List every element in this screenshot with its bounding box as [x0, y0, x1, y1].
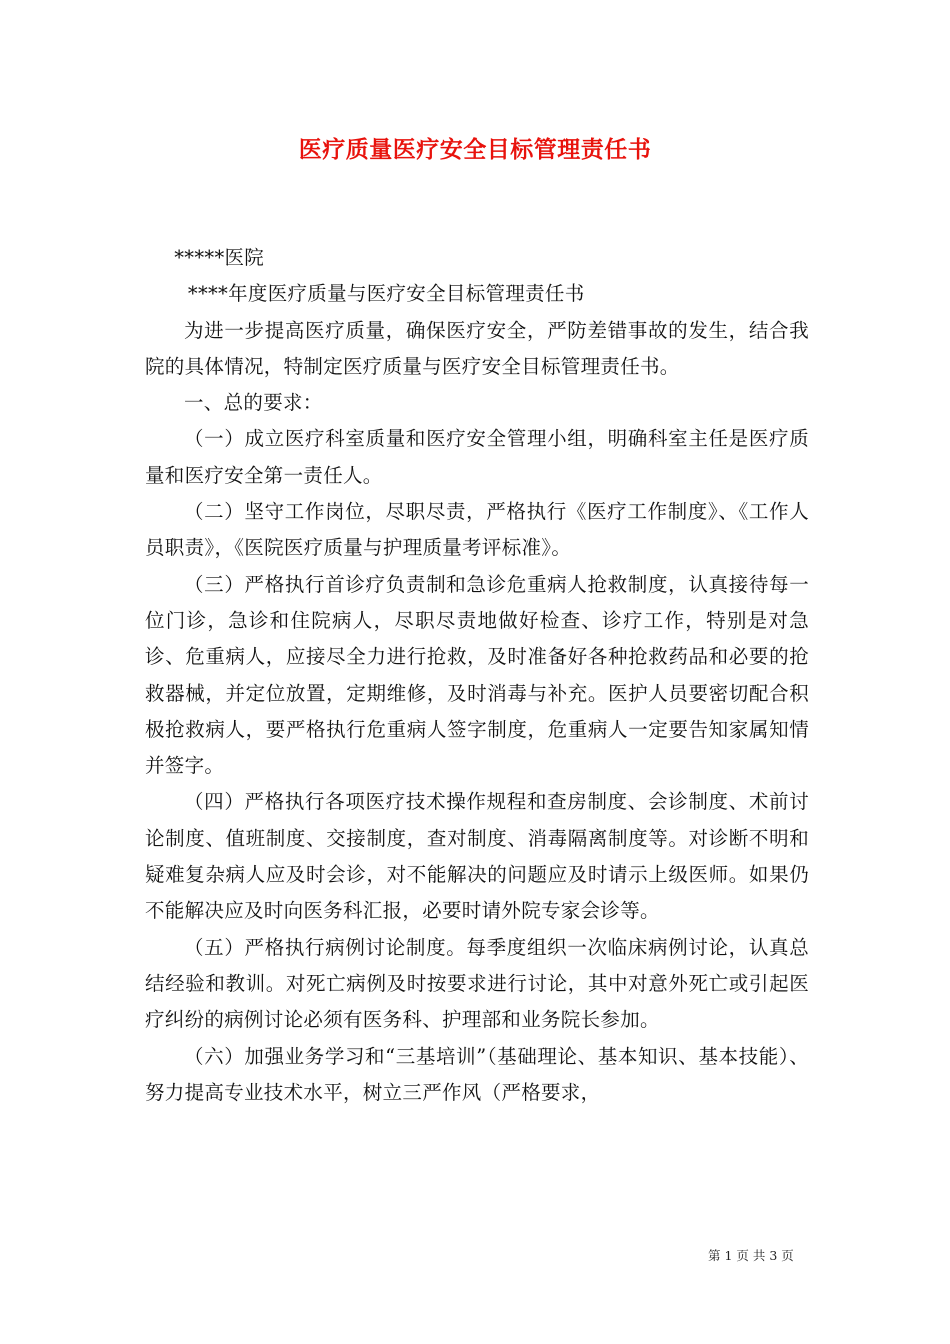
requirement-item-1: （一）成立医疗科室质量和医疗安全管理小组，明确科室主任是医疗质量和医疗安全第一责任人。	[145, 427, 809, 487]
requirement-item-5: （五）严格执行病例讨论制度。每季度组织一次临床病例讨论，认真总结经验和教训。对死亡病例及时按要求进行讨论，其中对意外死亡或引起医疗纠纷的病例讨论必须有医务科、护理部和业务院长参加。	[145, 935, 809, 1032]
intro-paragraph: 为进一步提高医疗质量，确保医疗安全，严防差错事故的发生，结合我院的具体情况，特制定医疗质量与医疗安全目标管理责任书。	[145, 318, 809, 378]
requirement-item-6: （六）加强业务学习和“三基培训”（基础理论、基本知识、基本技能）、努力提高专业技术水平，树立三严作风（严格要求，	[145, 1044, 809, 1104]
requirement-item-2: （二）坚守工作岗位，尽职尽责，严格执行《医疗工作制度》、《工作人员职责》，《医院医疗质量与护理质量考评标准》。	[145, 500, 809, 560]
section-heading-general-requirements: 一、总的要求：	[184, 391, 323, 415]
page-number-footer: 第 1 页 共 3 页	[708, 1248, 794, 1263]
document-subtitle: ****年度医疗质量与医疗安全目标管理责任书	[187, 282, 585, 306]
hospital-name: *****医院	[174, 246, 265, 269]
requirement-item-4: （四）严格执行各项医疗技术操作规程和查房制度、会诊制度、术前讨论制度、值班制度、交接制度，查对制度、消毒隔离制度等。对诊断不明和疑难复杂病人应及时会诊，对不能解决的问题应及时请示上级医师。如果仍不能解决应及时向医务科汇报，必要时请外院专家会诊等。	[145, 790, 809, 923]
requirement-item-3: （三）严格执行首诊疗负责制和急诊危重病人抢救制度，认真接待每一位门诊，急诊和住院病人，尽职尽责地做好检查、诊疗工作，特别是对急诊、危重病人，应接尽全力进行抢救，及时准备好各种抢救药品和必要的抢救器械，并定位放置，定期维修，及时消毒与补充。医护人员要密切配合积极抢救病人，要严格执行危重病人签字制度，危重病人一定要告知家属知情并签字。	[145, 572, 809, 778]
document-title: 医疗质量医疗安全目标管理责任书	[298, 136, 652, 163]
document-body	[145, 240, 809, 1111]
